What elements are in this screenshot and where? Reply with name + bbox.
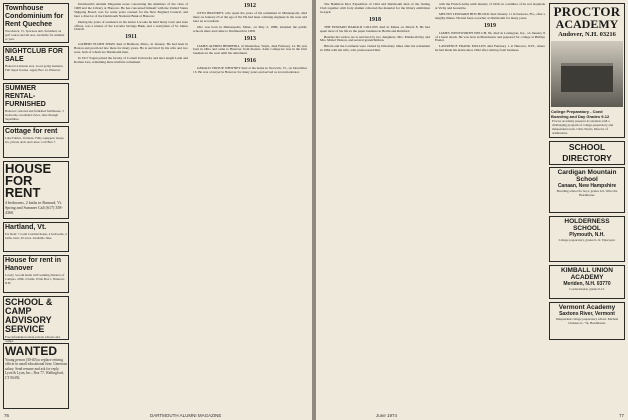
obituary-column-1 [74, 3, 188, 408]
classified-ad [3, 83, 69, 123]
ad-body: Free information about private schools and camps. [5, 335, 60, 343]
ad-body: For Rent: 7 room Colonial house, 4 bedrooms, 2 baths, barn, 20 acres. Available June. [5, 232, 67, 240]
school-name: HOLDERNESS SCHOOL [564, 218, 610, 232]
class-year-heading: 1911 [125, 34, 137, 41]
school-ad [549, 302, 625, 340]
ad-title: HOUSE FOR RENT [5, 161, 52, 200]
school-place: Meriden, N.H. 03770 [563, 281, 611, 287]
paragraph: LAWRENCE FRANK MULLEN died February 1 at Hanover, N.H., where he had made his home since 1962 after retiring from business. [435, 44, 545, 53]
classified-ad [3, 3, 69, 43]
school-ad [549, 167, 625, 213]
ad-body: Boarding school for boys, grades 6-9. Write the Headmaster. [556, 189, 618, 197]
paragraph: with the French Army until January of 1920, in a number of its war hospitals at Vichy and Grenoble. [435, 2, 545, 10]
campus-photo [551, 41, 623, 107]
paragraph: JAMES ALFRED HEMPHILL of Wenatchee, Wash., died February 14. He was born in Ohio and came to Hanover from Stearns. After college he was in the fruit business in the west until his retirement. [193, 43, 307, 56]
classified-ad [3, 222, 69, 252]
school-ad [549, 216, 625, 262]
class-year-heading: 1916 [244, 58, 256, 65]
paragraph: The Hamilton Rice Expedition of 1924 and Dartmouth men of the Outing Club together with forty alumni collected the material for the library exhibition in April. [320, 2, 430, 14]
ad-body: Hanover-Lebanon area. Good going business. Full liquor license. Apply Box 12, Hanover. [5, 64, 64, 72]
paragraph: In 1917 Sagan joined the faculty of Cornell University and later taught Latin and Roman Law, remaining there until his retirement. [74, 56, 188, 64]
paragraph: GILBERT ELDEN SHAW died at Belmont, Mass., in January. He had been in Boston and practiced law there for many years. He is survived by his wife and two sons, both of whom are Dartmouth men. [74, 42, 188, 55]
ad-title: WANTED [5, 344, 57, 358]
ad-body: Coeducational, grades 9-12. [569, 287, 605, 291]
classified-ad [3, 296, 69, 343]
obituary-column-4 [435, 3, 545, 408]
classified-ad [3, 255, 69, 293]
class-year-heading: 1918 [369, 16, 381, 23]
class-year-heading: 1919 [484, 22, 496, 29]
class-year-heading: 1912 [244, 3, 256, 9]
paragraph: Dartmouth's Alumni Magazine notes concerning the members of the class of 1908 and the Library at Hanover. He has concerned himself with the United States Shipping Board, was for some years counsel for the New England Council, and later a director of the Dartmouth National Bank at Hanover. [74, 2, 188, 18]
ad-subtitle: College Preparatory - Coed [551, 109, 603, 114]
school-name: Vermont Academy [558, 304, 616, 311]
class-year-heading: 1913 [244, 35, 256, 42]
page-number: 77 [618, 413, 624, 418]
classified-ad [3, 126, 69, 158]
paragraph: Britain and the Continent were visited by him many times after his retirement in 1962 with his wife, who predeceased him. [320, 44, 430, 53]
proctor-academy-ad [549, 3, 625, 138]
school-ad [549, 265, 625, 299]
left-page [0, 0, 312, 420]
school-ads-column [549, 3, 625, 411]
school-directory-heading: SCHOOL DIRECTORY [549, 141, 625, 165]
ad-body: Proctor Academy prepares its students with a challenging program of college-preparatory and independent work. Chris Norris, Director of Admissions. [552, 119, 614, 135]
ad-body: College preparatory, grades 9-12. Episcopal. [558, 238, 616, 242]
school-name: KIMBALL UNION ACADEMY [561, 267, 613, 281]
ad-body: 4 bedrooms, 2 baths in Barnard, Vt. Spring and Summer Call (617) 358-4360. [5, 200, 63, 215]
ad-title: NIGHTCLUB FOR SALE [5, 48, 63, 63]
school-place: Canaan, New Hampshire [557, 183, 617, 189]
paragraph: OTTO BRUNKEY, who spent the years of his retirement in Minneapolis, died there on January 25 at the age of 84. He had been a mining engineer in the west and later an accountant. [193, 11, 307, 23]
ad-body: Lovely 3-room home with walking distance of Campus. 4 BR, 2 baths. Write Box 1, Hanover, N.H. [5, 273, 65, 285]
paragraph: GERALD VIRTUE WHITNEY died at his home in Norwich, Vt., on December 15. He was a lawyer in Hanover for many years and served as town moderator. [193, 66, 307, 75]
paragraph: JAMES WENTWORTH WELCH, 84, died in Lexington, Ky., on January 8 of a heart attack. He was born in Manchester and prepared for college at Phillips Exeter. [435, 30, 545, 43]
school-place: Saxtons River, Vermont [559, 311, 615, 317]
paragraph: Besides his widow, he is survived by two daughters, Mrs. Elizabeth Day and Mrs. Mabel Weston, and several grandchildren. [320, 34, 430, 43]
paragraph: Otto was born in Minneapolis, Minn., on May 2, 1889, attended the public schools there and came to Dartmouth in 1908. [193, 24, 307, 33]
ad-body: Lake Fairlee, Vermont. Fully equipped, sleeps six, private dock and canoe. Call Box 7. [5, 136, 64, 144]
paragraph: MELVIN LEONARD HITCHCOCK died January 11 in Sarasota, Fla., after a lengthy illness. He had been a teacher at Dartmouth for many years. [435, 11, 545, 20]
school-name: Cardigan Mountain School [557, 169, 617, 183]
ad-body: Hanover: restored and furnished farmhouse, 3 bedrooms, woodland views, June through September. [5, 109, 64, 121]
ad-body: Young person (30-40) to replace retiring officer in small educational firm. Generous salary. Send resume and ask for reply. Lyon & Lyon, Inc., Box 77, Wallingford, CT 06492. [5, 358, 68, 380]
right-page [316, 0, 628, 420]
paragraph: During the years of residence in his native Laconia he held many town and state offices, was a trustee of the Laconia Savings Bank, and a vestryman of St. James Church. [74, 19, 188, 32]
ad-title: SCHOOL & CAMP ADVISORY SERVICE [5, 297, 53, 334]
paragraph: THE EDWARD HAROLD COLLINS died in Maine on March 8. He had spent most of his life in the paper business in Berlin and Rumford. [320, 24, 430, 33]
obituary-column-2 [193, 3, 307, 408]
ad-body: Woodstock, Vt. Spacious unit, furnished, on golf course and ski area. Available for summer or year. [5, 29, 65, 41]
classified-ads-column [3, 3, 69, 410]
classified-ad [3, 343, 69, 409]
ad-title: SUMMER RENTAL-FURNISHED [5, 85, 46, 108]
ad-title: ACADEMY [555, 17, 619, 31]
issue-date: June 1974 [376, 413, 398, 418]
ad-title: Hartland, Vt. [5, 224, 47, 231]
classified-ad [3, 161, 69, 219]
ad-title: Townhouse Condominium for Rent Quechee [5, 5, 64, 28]
school-place: Plymouth, N.H. [569, 232, 605, 238]
obituary-column-3 [320, 3, 430, 408]
classified-ad [3, 46, 69, 80]
page-number: 76 [4, 413, 10, 418]
ad-title: House for rent in Hanover [5, 257, 62, 272]
ad-subtitle: Boarding and Day Grades 9-12 [551, 114, 610, 119]
running-footer: DARTMOUTH ALUMNI MAGAZINE [150, 413, 222, 418]
ad-title: PROCTOR [553, 4, 621, 19]
ad-body: Independent college preparatory school. Michael Choukas Jr., '54, Headmaster. [555, 317, 619, 325]
ad-location: Andover, N.H. 03216 [558, 31, 616, 38]
ad-title: Cottage for rent [5, 128, 58, 135]
